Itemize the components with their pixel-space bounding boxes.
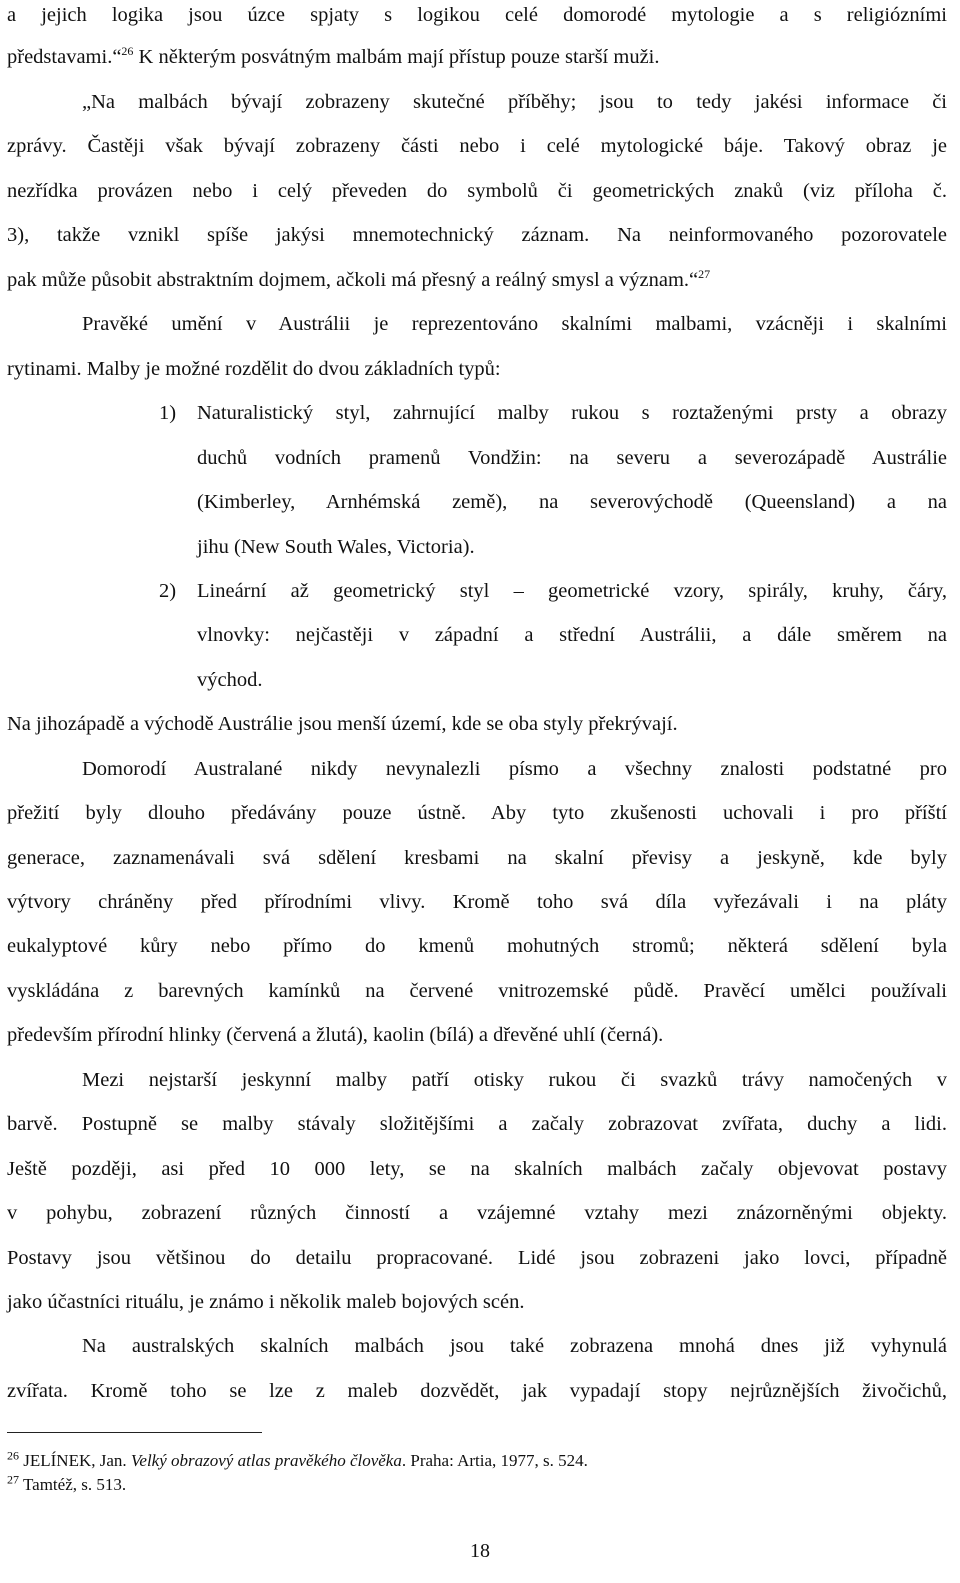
footnote-title: Velký obrazový atlas pravěkého člověka: [130, 1451, 402, 1470]
list-number: 2): [159, 580, 177, 602]
list-item-line: vlnovky: nejčastěji v západní a střední Austrálii, a dále směrem na: [197, 624, 947, 646]
list-item-line: jihu (New South Wales, Victoria).: [197, 536, 475, 558]
footnote: [7, 1472, 947, 1498]
footnote-author: JELÍNEK, Jan.: [23, 1451, 131, 1470]
footnote: [7, 1448, 947, 1474]
footnote-number: 26: [7, 1448, 19, 1463]
list-item-line: duchů vodních pramenů Vondžin: na severu a severozápadě Austrálie: [197, 447, 947, 469]
footnote-ref: 26: [121, 44, 134, 59]
text-line: Pravěké umění v Austrálii je reprezentováno skalními malbami, vzácněji i skalními: [82, 313, 947, 335]
text-line: zprávy. Častěji však bývají zobrazeny části nebo i celé mytologické báje. Takový obraz je: [7, 135, 947, 157]
text-line: především přírodní hlinky (červená a žlutá), kaolin (bílá) a dřevěné uhlí (černá).: [7, 1024, 664, 1046]
text-run: představami.“: [7, 46, 122, 68]
page-number: 18: [470, 1540, 490, 1562]
text-line: výtvory chráněny před přírodními vlivy. Kromě toho svá díla vyřezávali i na pláty: [7, 891, 947, 913]
text-line: „Na malbách bývají zobrazeny skutečné příběhy; jsou to tedy jakési informace či: [82, 91, 947, 113]
footnote-text: Tamtéž, s. 513.: [22, 1475, 127, 1494]
text-line: barvě. Postupně se malby stávaly složitějšími a začaly zobrazovat zvířata, duchy a lidi.: [7, 1113, 947, 1135]
text-line: Na jihozápadě a východě Austrálie jsou menší území, kde se oba styly překrývají.: [7, 713, 678, 735]
footnote-ref: 27: [698, 267, 711, 282]
text-line: Postavy jsou většinou do detailu propracované. Lidé jsou zobrazeni jako lovci, případně: [7, 1247, 947, 1269]
text-line: zvířata. Kromě toho se lze z maleb dozvědět, jak vypadají stopy nejrůznějších živočichů,: [7, 1380, 947, 1402]
text-run: pak může působit abstraktním dojmem, ačkoli má přesný a reálný smysl a význam.“: [7, 269, 699, 291]
text-line: generace, zaznamenávali svá sdělení kresbami na skalní převisy a jeskyně, kde byly: [7, 847, 947, 869]
text-line: eukalyptové kůry nebo přímo do kmenů mohutných stromů; některá sdělení byla: [7, 935, 947, 957]
text-run: K některým posvátným malbám mají přístup pouze starší muži.: [138, 46, 660, 68]
text-line: Mezi nejstarší jeskynní malby patří otisky rukou či svazků trávy namočených v: [82, 1069, 947, 1091]
text-line: a jejich logika jsou úzce spjaty s logikou celé domorodé mytologie a s religiózními: [7, 4, 947, 26]
text-line: 3), takže vznikl spíše jakýsi mnemotechnický záznam. Na neinformovaného pozorovatele: [7, 224, 947, 246]
footnote-number: 27: [7, 1472, 19, 1487]
text-line: Domorodí Australané nikdy nevynalezli písmo a všechny znalosti podstatné pro: [82, 758, 947, 780]
list-item-line: Lineární až geometrický styl – geometrické vzory, spirály, kruhy, čáry,: [197, 580, 947, 602]
list-item-line: východ.: [197, 669, 263, 691]
text-line: nezřídka provázen nebo i celý převeden do symbolů či geometrických znaků (viz příloha č.: [7, 180, 947, 202]
text-line: v pohybu, zobrazení různých činností a vzájemné vztahy mezi znázorněnými objekty.: [7, 1202, 947, 1224]
text-line: [7, 267, 947, 293]
text-line: Na australských skalních malbách jsou také zobrazena mnohá dnes již vyhynulá: [82, 1335, 947, 1357]
text-line: vyskládána z barevných kamínků na červené vnitrozemské půdě. Pravěcí umělci používali: [7, 980, 947, 1002]
list-item-line: (Kimberley, Arnhémská země), na severovýchodě (Queensland) a na: [197, 491, 947, 513]
list-number: 1): [159, 402, 177, 424]
text-line: [7, 44, 947, 70]
text-line: přežití byly dlouho předávány pouze ústně. Aby tyto zkušenosti uchovali i pro příští: [7, 802, 947, 824]
list-item-line: Naturalistický styl, zahrnující malby rukou s roztaženými prsty a obrazy: [197, 402, 947, 424]
footnote-separator: [7, 1432, 262, 1433]
text-line: jako účastníci rituálu, je známo i několik maleb bojových scén.: [7, 1291, 525, 1313]
footnote-rest: . Praha: Artia, 1977, s. 524.: [401, 1451, 588, 1470]
text-line: Ještě později, asi před 10 000 lety, se na skalních malbách začaly objevovat postavy: [7, 1158, 947, 1180]
text-line: rytinami. Malby je možné rozdělit do dvou základních typů:: [7, 358, 501, 380]
